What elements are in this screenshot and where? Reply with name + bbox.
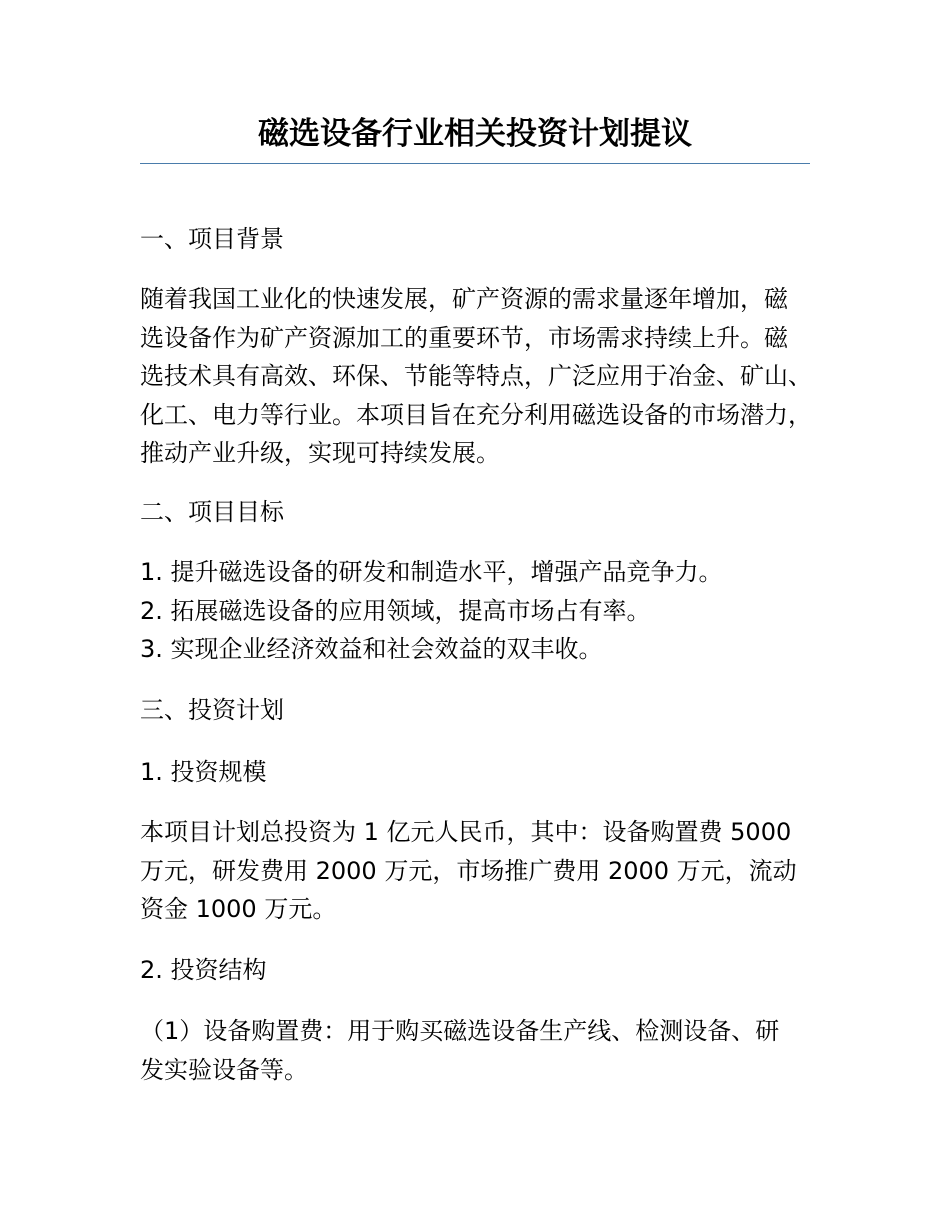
paragraph-line: 随着我国工业化的快速发展，矿产资源的需求量逐年增加，磁 [140,285,788,313]
paragraph-line: 发实验设备等。 [140,1055,308,1084]
subheading-investment-scale: 1. 投资规模 [140,758,267,786]
background-paragraph [140,280,830,473]
list-item: 3. 实现企业经济效益和社会效益的双丰收。 [140,635,603,663]
paragraph-line: 选技术具有高效、环保、节能等特点，广泛应用于冶金、矿山、 [140,362,812,390]
subheading-investment-structure: 2. 投资结构 [140,956,267,984]
section-heading-investment-plan: 三、投资计划 [140,696,284,724]
investment-structure-item [140,1012,830,1089]
paragraph-line: （1）设备购置费：用于购买磁选设备生产线、检测设备、研 [140,1017,780,1045]
title-underline [140,163,810,164]
paragraph-line: 推动产业升级，实现可持续发展。 [140,439,500,467]
investment-scale-paragraph [140,813,830,929]
paragraph-line: 资金 1000 万元。 [140,895,337,923]
list-item: 2. 拓展磁选设备的应用领域，提高市场占有率。 [140,596,651,625]
list-item: 1. 提升磁选设备的研发和制造水平，增强产品竞争力。 [140,558,723,586]
section-heading-goals: 二、项目目标 [140,498,284,526]
paragraph-line: 化工、电力等行业。本项目旨在充分利用磁选设备的市场潜力， [140,400,812,429]
paragraph-line: 万元，研发费用 2000 万元，市场推广费用 2000 万元，流动 [140,856,797,885]
paragraph-line: 选设备作为矿产资源加工的重要环节，市场需求持续上升。磁 [140,323,788,352]
goals-list [140,553,830,669]
paragraph-line: 本项目计划总投资为 1 亿元人民币，其中：设备购置费 5000 [140,818,792,846]
document-title: 磁选设备行业相关投资计划提议 [258,116,692,152]
section-heading-background: 一、项目背景 [140,225,284,253]
